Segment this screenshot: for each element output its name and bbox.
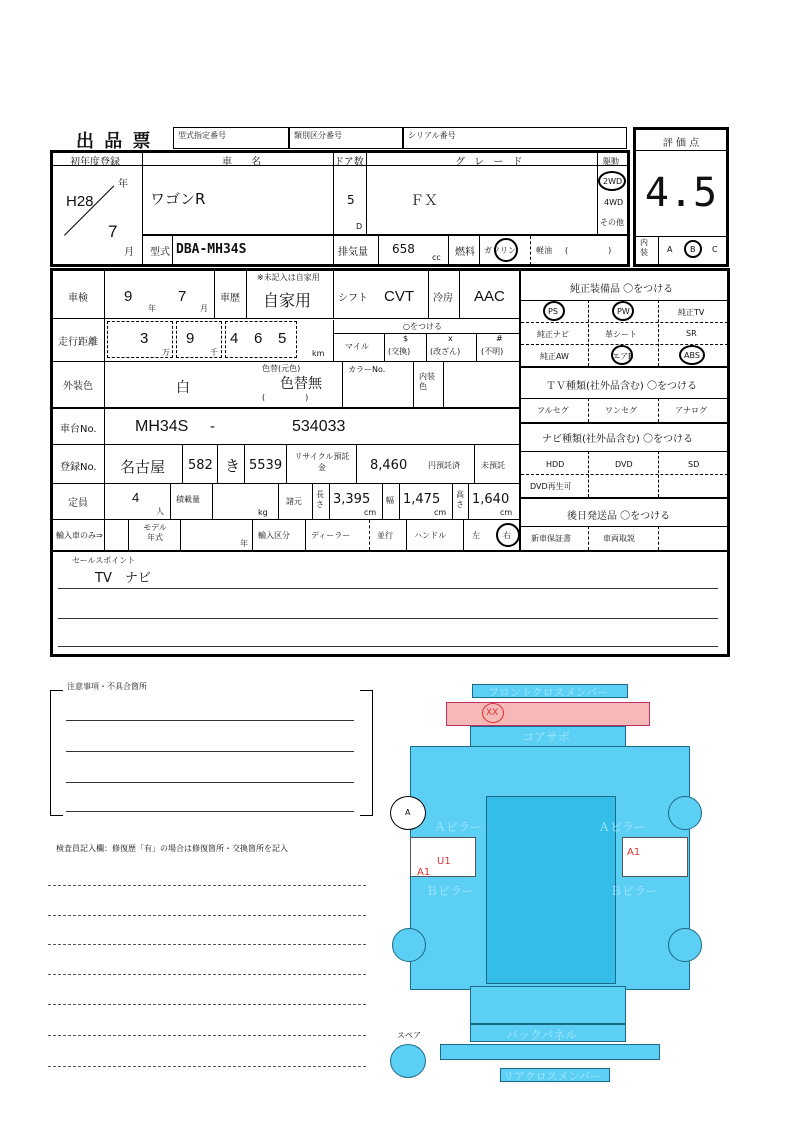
mark-a: A <box>405 808 411 817</box>
mileage-label: 走行距離 <box>58 337 98 348</box>
shaken-label: 車検 <box>68 293 88 304</box>
ext-color-value: 白 <box>176 380 190 396</box>
rating-value: 4.5 <box>644 170 718 216</box>
fuel-gasoline[interactable]: ガソリン <box>484 246 516 255</box>
interior-label: 内装 <box>640 238 648 257</box>
recycle-value: 8,460 <box>370 458 408 473</box>
color-no-label: カラーNo. <box>348 365 386 374</box>
import-type-label: 輸入区分 <box>258 531 290 540</box>
capacity-label: 定員 <box>68 498 88 509</box>
handle-label: ハンドル <box>414 531 446 540</box>
grade-value: ＦＸ <box>410 193 438 209</box>
fuel-light-oil[interactable]: 軽油 <box>536 246 552 255</box>
tv-fullseg[interactable]: フルセグ <box>537 406 569 415</box>
dims-label: 諸元 <box>286 497 302 506</box>
mileage-man-unit: 万 <box>162 348 170 357</box>
spare-tire[interactable] <box>390 1044 426 1078</box>
equip-abs[interactable]: ABS <box>684 351 700 360</box>
history-value: 自家用 <box>263 291 312 310</box>
first-reg-label: 初年度登録 <box>70 157 120 168</box>
xx-mark: XX <box>486 708 499 718</box>
category-box <box>289 127 403 149</box>
chassis-prefix: MH34S <box>135 418 189 435</box>
back-panel-label: バックパネル <box>506 1028 578 1042</box>
equip-tv[interactable]: 純正TV <box>678 308 705 317</box>
width-unit: cm <box>434 508 447 517</box>
front-cross-label: フロントクロスメンバー <box>488 686 609 699</box>
rear-cross-label: リアクロスメンバー <box>503 1070 601 1083</box>
mark-a1-left: A1 <box>417 867 431 878</box>
length-unit: cm <box>364 508 377 517</box>
reg-kana: き <box>225 457 241 475</box>
equip-pw-circle <box>612 301 634 321</box>
first-reg-year: H28 <box>66 193 94 210</box>
equip-ps[interactable]: PS <box>548 307 558 316</box>
interior-b-circle <box>684 240 702 258</box>
interior-c[interactable]: C <box>712 245 718 254</box>
sales-label: セールスポイント <box>72 556 136 565</box>
length-value: 3,395 <box>333 492 371 507</box>
type-cert-label: 型式指定番号 <box>178 131 226 140</box>
equip-abs-circle <box>679 345 705 365</box>
mileage-digit-4: 6 <box>254 330 263 347</box>
rating-label: 評 価 点 <box>662 138 700 149</box>
type-cert-box <box>173 127 289 149</box>
mile-option[interactable]: マイル <box>345 342 369 351</box>
repaint-label: 色替(元色) <box>262 364 301 373</box>
interior-b[interactable]: B <box>690 245 696 254</box>
drive-4wd[interactable]: 4WD <box>604 198 624 207</box>
exchange-sym: $ <box>403 334 409 343</box>
width-value: 1,475 <box>403 492 441 507</box>
repaint-paren: ( ) <box>262 393 309 402</box>
shift-value: CVT <box>384 288 414 305</box>
first-reg-month: 7 <box>108 222 118 241</box>
inspector-label: 検査員記入欄：修復歴「有」の場合は修復箇所・交換箇所を記入 <box>56 844 288 853</box>
height-value: 1,640 <box>472 492 510 507</box>
chassis-dash: - <box>210 418 215 435</box>
mileage-digit-5: 5 <box>278 330 287 347</box>
mileage-digit-2: 9 <box>186 330 195 347</box>
history-note: ※未記入は自家用 <box>257 273 320 282</box>
doors-unit: D <box>356 222 363 231</box>
reg-city: 名古屋 <box>120 458 166 476</box>
fuel-label: 燃料 <box>455 247 475 258</box>
serial-box <box>403 127 627 149</box>
sales-text: TV ナビ <box>95 571 151 586</box>
tampered-sym: x <box>448 334 453 343</box>
grade-label: グ レ ー ド <box>455 157 526 168</box>
shaken-month: 7 <box>178 288 187 305</box>
tv-oneseg[interactable]: ワンセグ <box>605 406 637 415</box>
cabin-roof[interactable] <box>486 796 616 984</box>
mileage-sen-unit: 千 <box>210 348 218 357</box>
equip-navi[interactable]: 純正ナビ <box>537 330 569 339</box>
nav-sd[interactable]: SD <box>688 460 700 469</box>
height-label: 高さ <box>456 490 464 509</box>
model-value: DBA-MH34S <box>176 242 247 257</box>
reg-num: 5539 <box>249 458 283 473</box>
nav-label: ナビ種類(社外品含む) 〇をつける <box>542 434 693 445</box>
parallel-option[interactable]: 並行 <box>377 531 393 540</box>
drive-label: 駆動 <box>603 157 619 166</box>
spare-label: スペア <box>397 1031 421 1040</box>
category-label: 類別区分番号 <box>294 131 342 140</box>
capacity-value: 4 <box>132 490 140 505</box>
load-unit: kg <box>258 508 268 517</box>
tampered-option[interactable]: (改ざん) <box>430 347 461 356</box>
model-year-label: モデル年式 <box>143 523 167 542</box>
import-label: 輸入車のみ⇒ <box>56 531 103 540</box>
later-warranty[interactable]: 新車保証書 <box>531 534 571 543</box>
caution-label: 注意事項・不具合箇所 <box>64 681 150 692</box>
recycle-label: リサイクル預託金 <box>294 452 350 472</box>
b-pillar-left: Ｂピラー <box>426 884 475 898</box>
ac-value: AAC <box>474 288 505 305</box>
exchange-option[interactable]: (交換) <box>388 347 411 356</box>
recycle-none[interactable]: 未預託 <box>481 461 505 470</box>
handle-right[interactable]: 右 <box>503 531 511 540</box>
unknown-option[interactable]: (不明) <box>481 347 504 356</box>
car-name-label: 車 名 <box>222 157 270 168</box>
page-title: 出 品 票 <box>76 131 153 152</box>
front-member-damage[interactable] <box>446 702 650 726</box>
shaken-year: 9 <box>124 288 133 305</box>
height-unit: cm <box>500 508 513 517</box>
mark-u1: U1 <box>437 856 451 867</box>
dealer-option[interactable]: ディーラー <box>311 531 351 540</box>
core-support-label: コアサポ <box>522 730 571 744</box>
displacement-unit: cc <box>432 253 441 262</box>
int-color-label: 内装色 <box>419 372 435 391</box>
mileage-digit-1: 3 <box>140 330 149 347</box>
nav-dvd[interactable]: DVD <box>615 460 633 469</box>
unknown-sym: # <box>496 334 503 343</box>
genuine-label: 純正装備品 〇をつける <box>570 284 674 295</box>
capacity-unit: 人 <box>156 507 164 516</box>
drive-2wd[interactable]: 2WD <box>603 177 623 186</box>
drive-other[interactable]: その他 <box>600 218 624 227</box>
shaken-month-unit: 月 <box>200 304 208 313</box>
model-year-unit: 年 <box>240 539 248 548</box>
equip-sr[interactable]: SR <box>686 329 697 338</box>
reg-label: 登録No. <box>60 462 97 473</box>
b-pillar-right: Ｂピラー <box>610 884 659 898</box>
wheel-rear-right[interactable] <box>668 928 702 962</box>
nav-hdd[interactable]: HDD <box>546 460 565 469</box>
equip-pw[interactable]: PW <box>617 307 630 316</box>
mark-a1-right: A1 <box>627 847 641 858</box>
rear-bumper-strip[interactable] <box>440 1044 660 1060</box>
reg-class: 582 <box>188 458 213 473</box>
car-name: ワゴンR <box>150 190 206 208</box>
tv-label: ＴＶ種類(社外品含む) 〇をつける <box>546 381 697 392</box>
wheel-front-right[interactable] <box>668 796 702 830</box>
doors-value: 5 <box>347 193 355 207</box>
displacement-label: 排気量 <box>338 247 368 258</box>
chassis-label: 車台No. <box>60 424 97 435</box>
nav-dvd-play[interactable]: DVD再生可 <box>530 482 572 491</box>
fuel-gasoline-circle <box>494 238 518 262</box>
a-pillar-right: Ａピラー <box>598 820 647 834</box>
equip-leather[interactable]: 革シート <box>605 330 637 339</box>
equip-aw[interactable]: 純正AW <box>540 352 569 361</box>
displacement-value: 658 <box>392 242 415 256</box>
drive-2wd-circle <box>598 171 626 191</box>
first-reg-month-unit: 月 <box>124 247 134 258</box>
mileage-digit-3: 4 <box>230 330 239 347</box>
equip-airbag[interactable]: エアB <box>612 352 634 361</box>
later-label: 後日発送品 〇をつける <box>567 511 671 522</box>
serial-label: シリアル番号 <box>408 131 456 140</box>
model-label: 型式 <box>150 247 170 258</box>
ext-color-label: 外装色 <box>63 381 93 392</box>
a-pillar-left: Ａピラー <box>434 820 483 834</box>
interior-a[interactable]: A <box>667 245 673 254</box>
wheel-rear-left[interactable] <box>392 928 426 962</box>
doors-label: ドア数 <box>334 157 364 168</box>
history-label: 車歴 <box>220 293 240 304</box>
shaken-year-unit: 年 <box>148 304 156 313</box>
later-manual[interactable]: 車両取説 <box>603 534 635 543</box>
first-reg-year-unit: 年 <box>118 179 128 190</box>
width-label: 幅 <box>386 496 394 505</box>
equip-airbag-circle <box>611 345 633 365</box>
repaint-value: 色替無 <box>280 376 322 392</box>
mileage-circle-note: ○をつける <box>403 322 442 331</box>
rear-floor[interactable] <box>470 986 626 1024</box>
fuel-paren: ( ) <box>565 246 612 255</box>
length-label: 長さ <box>316 490 324 509</box>
handle-left[interactable]: 左 <box>472 531 480 540</box>
handle-right-circle <box>496 523 520 547</box>
ac-label: 冷房 <box>433 293 453 304</box>
shift-label: シフト <box>338 293 368 304</box>
chassis-no: 534033 <box>292 418 346 435</box>
recycle-deposit[interactable]: 円預託済 <box>428 461 460 470</box>
tv-analog[interactable]: アナログ <box>675 406 707 415</box>
equip-ps-circle <box>543 301 565 321</box>
load-label: 積載量 <box>176 495 200 504</box>
mileage-km-unit: km <box>312 349 325 358</box>
